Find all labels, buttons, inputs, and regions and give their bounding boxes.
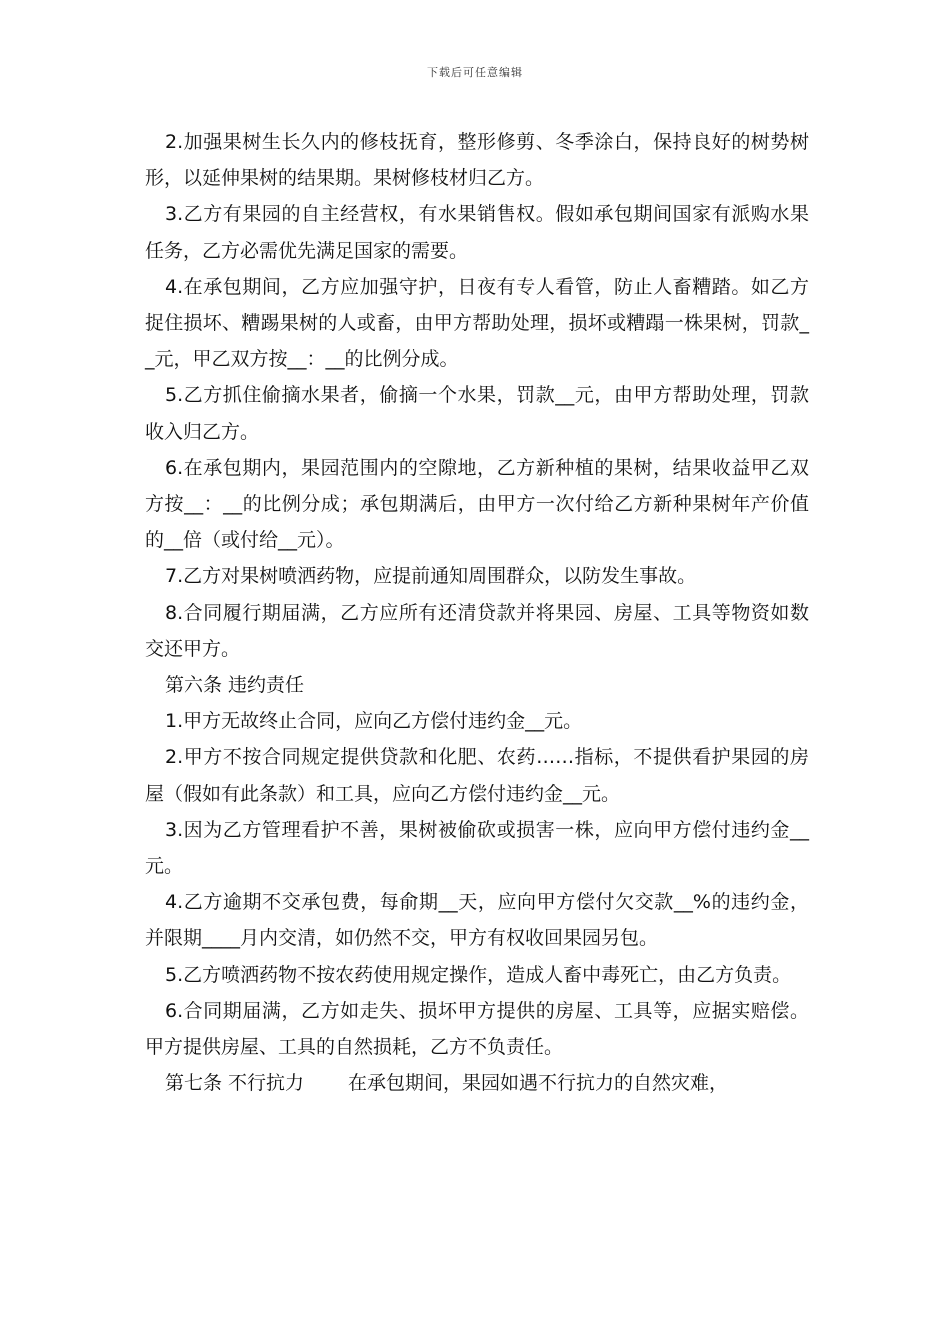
article-7-title: 第七条 不行抗力 [165,1072,305,1095]
article-6-item-2: 2.甲方不按合同规定提供贷款和化肥、农药……指标，不提供看护果园的房屋（假如有此条款）和工具，应向乙方偿付违约金__元。 [145,746,809,805]
article-7 [145,1065,809,1101]
clause-5: 5.乙方抓住偷摘水果者，偷摘一个水果，罚款__元，由甲方帮助处理，罚款收入归乙方。 [145,384,809,443]
document-body [145,124,809,1101]
article-6-item-1: 1.甲方无故终止合同，应向乙方偿付违约金__元。 [165,710,583,733]
clause-3: 3.乙方有果园的自主经营权，有水果销售权。假如承包期间国家有派购水果任务，乙方必需优先满足国家的需要。 [145,203,809,262]
clause-7: 7.乙方对果树喷洒药物，应提前通知周围群众，以防发生事故。 [165,565,697,588]
clause-4: 4.在承包期间，乙方应加强守护，日夜有专人看管，防止人畜糟踏。如乙方捉住损坏、糟踢果树的人或畜，由甲方帮助处理，损坏或糟蹋一株果树，罚款__元，甲乙双方按__：__的比例分成。 [145,275,809,371]
article-6-item-4: 4.乙方逾期不交承包费，每俞期__天，应向甲方偿付欠交款__%的违约金，并限期____月内交清，如仍然不交，甲方有权收回果园另包。 [145,891,809,950]
article-6-title: 第六条 违约责任 [165,674,305,697]
article-6-item-6: 6.合同期届满，乙方如走失、损坏甲方提供的房屋、工具等，应据实赔偿。甲方提供房屋、工具的自然损耗，乙方不负责任。 [145,999,809,1059]
clause-8: 8.合同履行期届满，乙方应所有还清贷款并将果园、房屋、工具等物资如数交还甲方。 [145,601,809,660]
article-6-item-3: 3.因为乙方管理看护不善，果树被偷砍或损害一株，应向甲方偿付违约金__元。 [145,818,809,878]
article-6-item-5: 5.乙方喷洒药物不按农药使用规定操作，造成人畜中毒死亡，由乙方负责。 [165,963,792,986]
clause-6: 6.在承包期内，果园范围内的空隙地，乙方新种植的果树，结果收益甲乙双方按__：__的比例分成；承包期满后，由甲方一次付给乙方新种果树年产价值的__倍（或付给__元）。 [145,456,809,552]
page-header: 下载后可任意编辑 [427,66,523,79]
clause-2: 2.加强果树生长久内的修枝抚育，整形修剪、冬季涂白，保持良好的树势树形，以延伸果树的结果期。果树修枝材归乙方。 [145,131,809,190]
article-7-text: 在承包期间，果园如遇不行抗力的自然灾难， [348,1072,729,1095]
